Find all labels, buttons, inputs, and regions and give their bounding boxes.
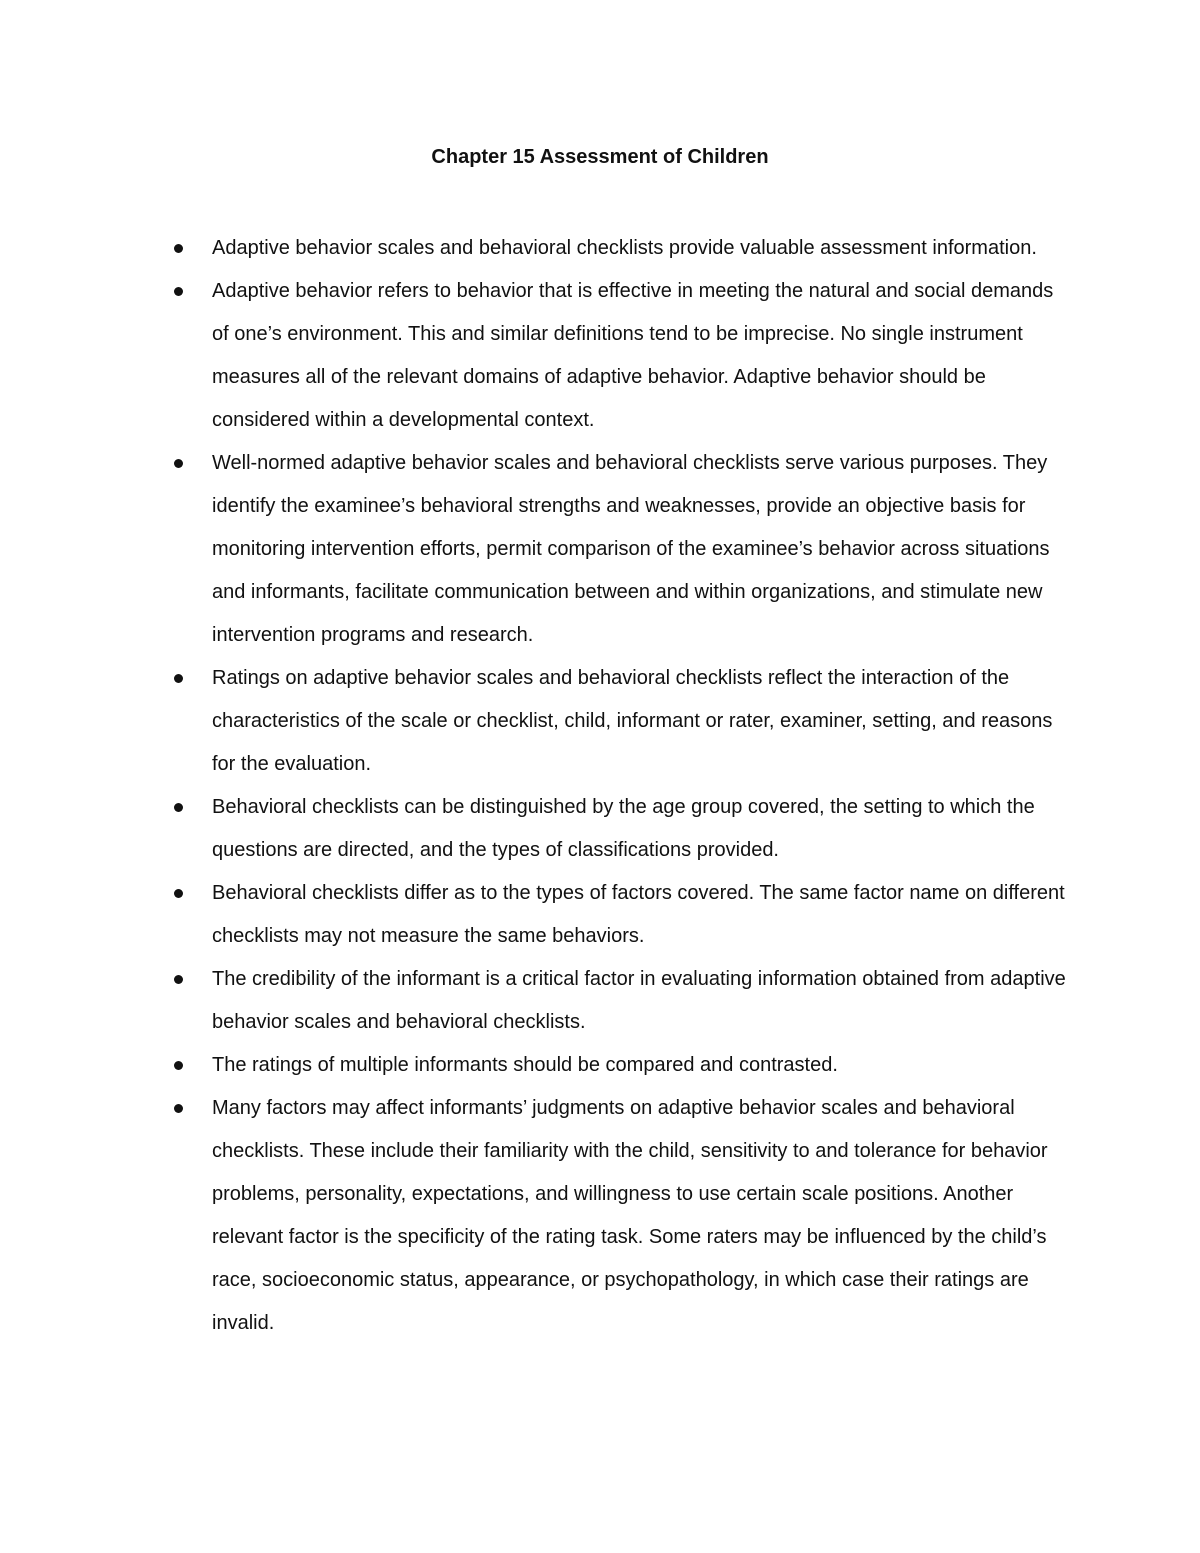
list-item	[212, 1087, 1074, 1345]
list-item	[212, 1044, 1074, 1087]
page-title: Chapter 15 Assessment of Children	[431, 146, 769, 168]
list-item	[212, 657, 1074, 786]
bullet-icon	[174, 803, 183, 812]
bullet-icon	[174, 975, 183, 984]
list-item	[212, 872, 1074, 958]
bullet-icon	[174, 674, 183, 683]
bullet-icon	[174, 1061, 183, 1070]
list-item	[212, 958, 1074, 1044]
bullet-text: Many factors may affect informants’ judgments on adaptive behavior scales and behavioral checklists. These include their familiarity with the child, sensitivity to and tolerance for behavior problems, personality, expectations, and willingness to use certain scale positions. Another relevant factor is the specificity of the rating task. Some raters may be influenced by the child’s race, socioeconomic status, appearance, or psychopathology, in which case their ratings are invalid.	[212, 1097, 1048, 1334]
bullet-icon	[174, 459, 183, 468]
bullet-icon	[174, 244, 183, 253]
bullet-text: Behavioral checklists can be distinguished by the age group covered, the setting to which the questions are directed, and the types of classifications provided.	[212, 796, 1035, 861]
bullet-text: The credibility of the informant is a critical factor in evaluating information obtained from adaptive behavior scales and behavioral checklists.	[212, 968, 1066, 1033]
bullet-list	[212, 227, 1074, 1345]
list-item	[212, 227, 1074, 270]
bullet-icon	[174, 1104, 183, 1113]
list-item	[212, 442, 1074, 657]
bullet-text: Well-normed adaptive behavior scales and behavioral checklists serve various purposes. They identify the examinee’s behavioral strengths and weaknesses, provide an objective basis for monitoring intervention efforts, permit comparison of the examinee’s behavior across situations and informants, facilitate communication between and within organizations, and stimulate new intervention programs and research.	[212, 452, 1050, 646]
list-item	[212, 786, 1074, 872]
bullet-text: Ratings on adaptive behavior scales and behavioral checklists reflect the interaction of the characteristics of the scale or checklist, child, informant or rater, examiner, setting, and reasons for the evaluation.	[212, 667, 1053, 775]
bullet-icon	[174, 889, 183, 898]
list-item	[212, 270, 1074, 442]
bullet-icon	[174, 287, 183, 296]
bullet-text: Adaptive behavior scales and behavioral checklists provide valuable assessment information.	[212, 237, 1037, 259]
bullet-text: Behavioral checklists differ as to the types of factors covered. The same factor name on different checklists may not measure the same behaviors.	[212, 882, 1065, 947]
bullet-text: Adaptive behavior refers to behavior that is effective in meeting the natural and social demands of one’s environment. This and similar definitions tend to be imprecise. No single instrument measures all of the relevant domains of adaptive behavior. Adaptive behavior should be considered within a developmental context.	[212, 280, 1054, 431]
bullet-text: The ratings of multiple informants should be compared and contrasted.	[212, 1054, 838, 1076]
